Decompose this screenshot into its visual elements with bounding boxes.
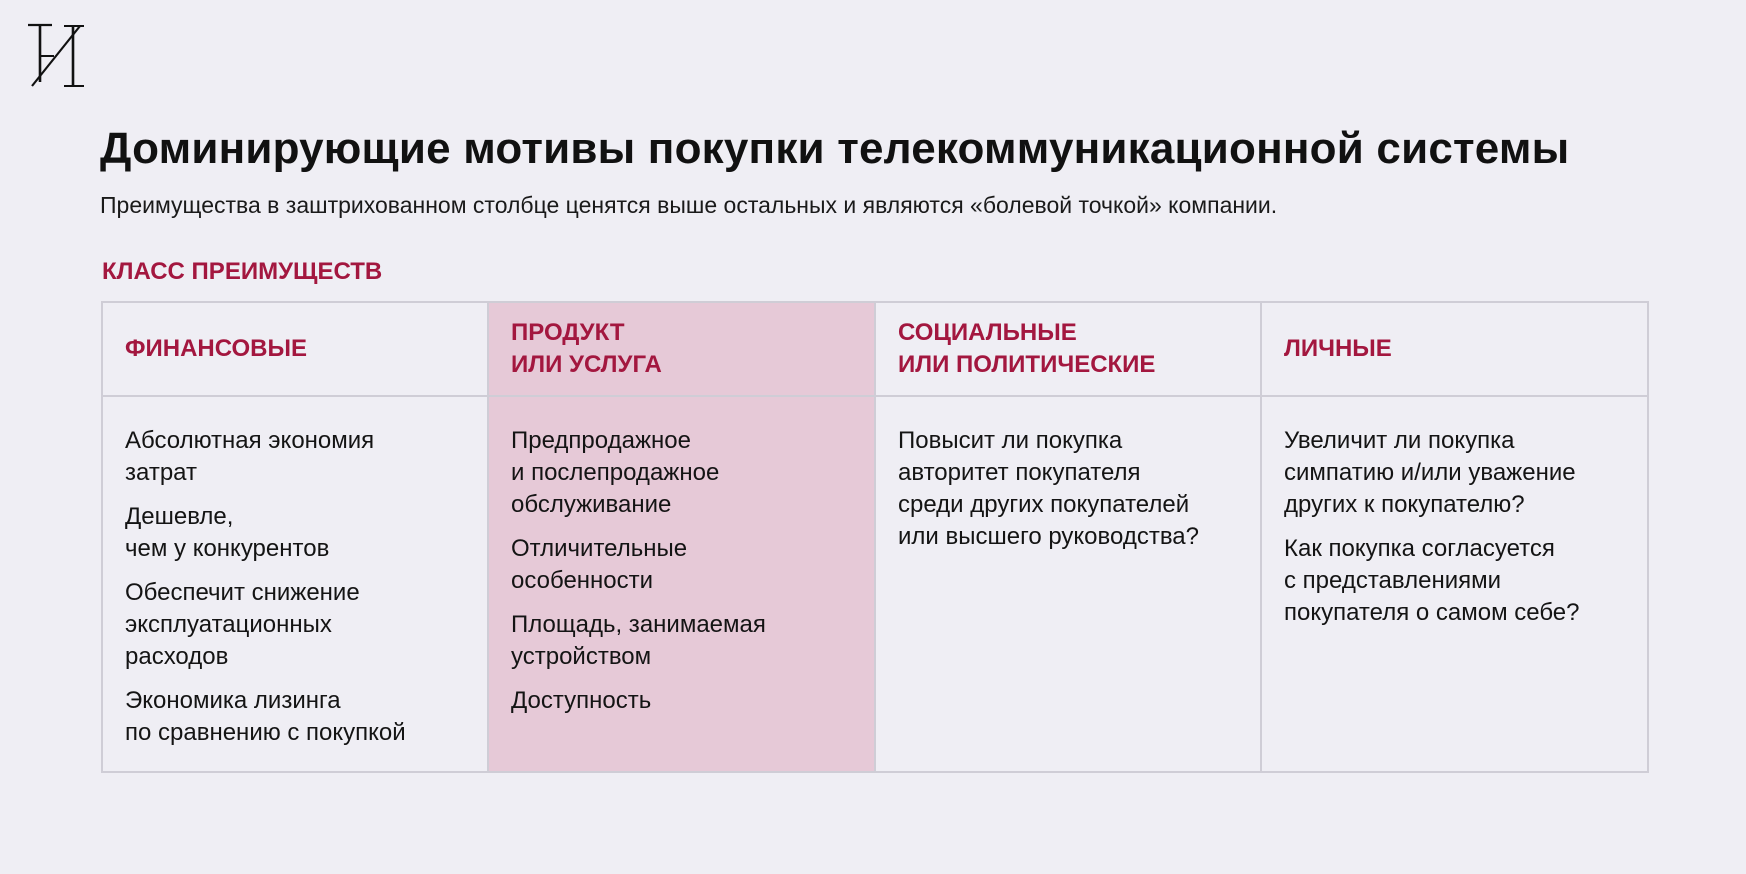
section-label: КЛАСС ПРЕИМУЩЕСТВ (102, 258, 383, 285)
brand-monogram-logo (26, 22, 86, 90)
list-item: Площадь, занимаемая устройством (511, 611, 766, 670)
list-item: Повысит ли покупка авторитет покупателя среди других покупателей или высшего руководства? (898, 427, 1199, 550)
column-header-label: ФИНАНСОВЫЕ (125, 335, 307, 362)
column-header-personal (1262, 303, 1647, 397)
column-body-social-political (876, 397, 1262, 771)
column-body-personal (1262, 397, 1647, 771)
column-header-social-political (876, 303, 1262, 397)
list-item: Обеспечит снижение эксплуатационных расходов (125, 579, 360, 670)
list-item: Как покупка согласуется с представлениями покупателя о самом себе? (1284, 535, 1580, 626)
column-header-label: ЛИЧНЫЕ (1284, 335, 1392, 362)
list-item: Абсолютная экономия затрат (125, 427, 375, 486)
column-body-product-service (489, 397, 876, 771)
list-item: Увеличит ли покупка симпатию и/или уважение других к покупателю? (1284, 427, 1576, 518)
column-header-financial (103, 303, 489, 397)
column-header-product-service (489, 303, 876, 397)
column-header-label: СОЦИАЛЬНЫЕ ИЛИ ПОЛИТИЧЕСКИЕ (898, 319, 1156, 378)
list-item: Предпродажное и послепродажное обслуживание (511, 427, 720, 518)
list-item: Доступность (511, 687, 652, 714)
list-item: Экономика лизинга по сравнению с покупкой (125, 687, 406, 746)
list-item: Отличительные особенности (511, 535, 688, 594)
page-subtitle: Преимущества в заштрихованном столбце ценятся выше остальных и являются «болевой точкой» компании. (100, 192, 1278, 218)
benefits-table (101, 301, 1649, 773)
list-item: Дешевле, чем у конкурентов (125, 503, 330, 562)
page-title: Доминирующие мотивы покупки телекоммуникационной системы (100, 124, 1570, 173)
column-header-label: ПРОДУКТ ИЛИ УСЛУГА (511, 319, 662, 378)
column-body-financial (103, 397, 489, 771)
